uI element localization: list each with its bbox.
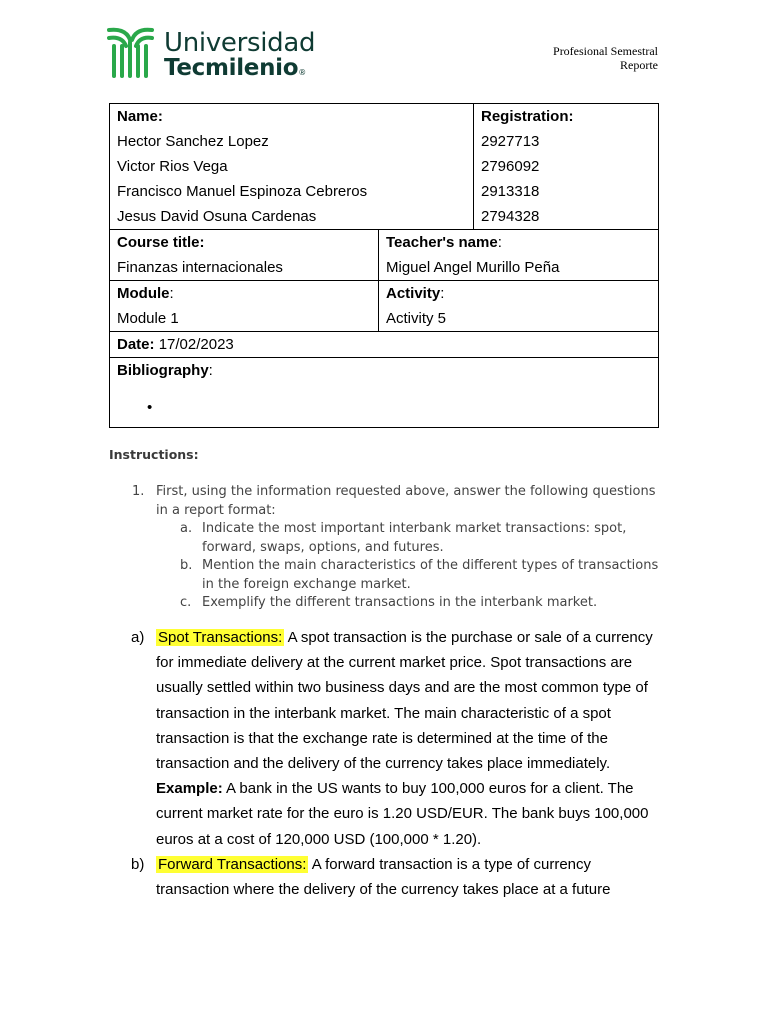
activity-label: Activity:	[386, 285, 445, 302]
registration-number: 2794328	[481, 208, 540, 225]
student-name: Jesus David Osuna Cardenas	[117, 208, 317, 225]
teacher-cell	[379, 230, 659, 281]
example-label: Example:	[156, 780, 223, 798]
header-right	[553, 44, 658, 72]
instructions-heading: Instructions:	[109, 447, 199, 462]
module-row	[110, 281, 659, 332]
course-row	[110, 230, 659, 281]
teacher-name: Miguel Angel Murillo Peña	[386, 259, 560, 276]
logo-line-2: Tecmilenio®	[164, 55, 306, 81]
date-cell	[110, 332, 659, 358]
bibliography-label: Bibliography:	[117, 362, 213, 379]
sub-item: b. Mention the main characteristics of the different types of transactions in the foreign exchange market.	[180, 558, 659, 592]
sub-item: c. Exemplify the different transactions in the interbank market.	[180, 595, 598, 610]
course-title-label: Course title:	[117, 234, 205, 251]
item-text: First, using the information requested above, answer the following questions in a report format:	[156, 484, 656, 518]
program-label: Profesional Semestral	[553, 44, 658, 58]
bibliography-cell	[110, 358, 659, 428]
student-name: Francisco Manuel Espinoza Cebreros	[117, 183, 368, 200]
document-type: Reporte	[620, 58, 658, 72]
students-row	[110, 104, 659, 230]
name-label: Name:	[117, 108, 163, 125]
info-table	[109, 103, 659, 428]
registration-number: 2796092	[481, 158, 540, 175]
sub-item: a. Indicate the most important interbank market transactions: spot, forward, swaps, options, and futures.	[180, 521, 627, 555]
university-logo	[106, 26, 316, 80]
item-number: 1.	[132, 484, 145, 499]
instructions-list	[132, 483, 662, 613]
module-cell	[110, 281, 379, 332]
date-line: Date: 17/02/2023	[117, 336, 234, 353]
activity-cell	[379, 281, 659, 332]
instruction-item	[132, 483, 662, 520]
registration-number: 2913318	[481, 183, 540, 200]
registration-cell	[474, 104, 659, 230]
activity-value: Activity 5	[386, 310, 447, 327]
module-label: Module:	[117, 285, 174, 302]
date-row	[110, 332, 659, 358]
forward-title: Forward Transactions:	[158, 855, 307, 873]
course-cell	[110, 230, 379, 281]
logo-line-1: Universidad	[164, 28, 316, 58]
module-value: Module 1	[117, 310, 179, 327]
date-value: 17/02/2023	[158, 336, 234, 353]
registration-label: Registration:	[481, 108, 574, 125]
tecmilenio-emblem-icon	[106, 26, 160, 80]
spot-title: Spot Transactions:	[158, 629, 283, 646]
course-title: Finanzas internacionales	[117, 259, 283, 276]
answers-body	[131, 625, 661, 902]
registration-number: 2927713	[481, 133, 540, 150]
names-cell	[110, 104, 474, 230]
bibliography-row	[110, 358, 659, 428]
student-name: Hector Sanchez Lopez	[117, 133, 269, 150]
bullet-point: •	[147, 399, 153, 416]
student-name: Victor Rios Vega	[117, 158, 228, 175]
teacher-label: Teacher's name:	[386, 234, 502, 251]
forward-transactions-paragraph: b) Forward Transactions: A forward transaction is a type of currency transaction where the delivery of the currency takes place at a future	[131, 855, 611, 899]
spot-transactions-paragraph: a) Spot Transactions: A spot transaction is the purchase or sale of a currency for immediate delivery at the current market price. Spot transactions are usually settled within two business days and are the most common type of transaction in the interbank market. The main characteristic of a spot transaction is that the exchange rate is determined at the time of the transaction and the delivery of the currency takes place immediately. Example: A bank in the US wants to buy 100,000 euros for a client. The current market rate for the euro is 1.20 USD/EUR. The bank buys 100,000 euros at a cost of 120,000 USD (100,000 * 1.20).	[131, 629, 653, 848]
